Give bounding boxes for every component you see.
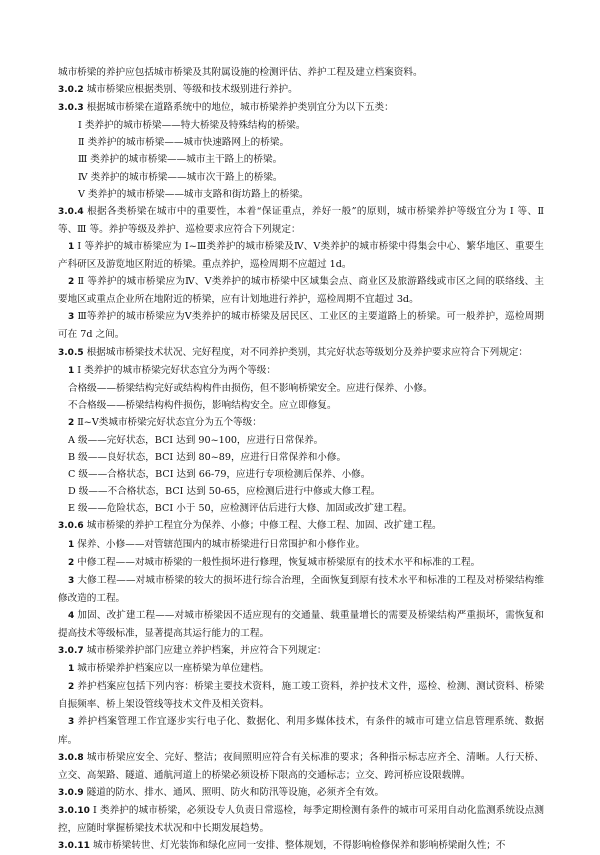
paragraph	[58, 660, 544, 678]
paragraph-text: 根据城市桥梁在道路系统中的地位，城市桥梁养护类别宜分为以下五类：	[86, 102, 394, 114]
item-number: 3	[68, 312, 75, 323]
clause-3-0-8	[58, 749, 544, 784]
paragraph	[58, 397, 544, 414]
clause-number: 3.0.10	[58, 805, 90, 816]
paragraph-text: 养护档案应包括下列内容：桥梁主要技术资料，施工竣工资料，养护技术文件，巡检、检测、测试资料、桥梁自振频率、桥上架设管线等技术文件及相关资料。	[58, 681, 544, 711]
paragraph-text: 城市桥梁转世、灯光装饰和绿化应同一安排、整体规划，不得影响检修保养和影响桥梁耐久性；不	[92, 840, 506, 852]
paragraph-text: Ⅱ~Ⅴ类城市桥梁完好状态宜分为五个等级：	[77, 416, 262, 428]
paragraph-text: 保养、小修——对管辖范围内的城市桥梁进行日常围护和小修作业。	[77, 538, 366, 550]
paragraph	[58, 186, 544, 203]
clause-3-0-2	[58, 81, 544, 99]
paragraph	[58, 238, 544, 273]
clause-number: 3.0.2	[58, 85, 84, 96]
clause-number: 3.0.6	[58, 521, 84, 532]
paragraph	[58, 414, 544, 432]
paragraph	[58, 273, 544, 308]
clause-3-0-11	[58, 837, 544, 855]
paragraph-text: E 级——危险状态，BCI 小于 50，应检测评估后进行大修、加固或改扩建工程。	[68, 503, 413, 515]
paragraph-text: Ⅲ 类养护的城市桥梁——城市主干路上的桥梁。	[78, 154, 283, 166]
paragraph	[58, 151, 544, 168]
paragraph	[58, 64, 544, 81]
paragraph-text: 中修工程——对城市桥梁的一般性损坏进行修理，恢复城市桥梁原有的技术水平和标准的工程。	[77, 556, 481, 568]
paragraph	[58, 678, 544, 713]
paragraph-text: A 级——完好状态，BCI 达到 90~100，应进行日常保养。	[68, 434, 324, 446]
clause-number: 3.0.9	[58, 787, 84, 798]
paragraph-text: Ⅴ 类养护的城市桥梁——城市支路和街坊路上的桥梁。	[78, 188, 309, 200]
item-number: 1	[68, 241, 75, 252]
paragraph-text: 加固、改扩建工程——对城市桥梁因不适应现有的交通量、载重量增长的需要及桥梁结构严重损坏，需恢复和提高技术等级标准，显著提高其运行能力的工程。	[58, 609, 544, 639]
paragraph-text: Ⅰ 类养护的城市桥梁——特大桥梁及特殊结构的桥梁。	[78, 120, 306, 132]
paragraph	[58, 134, 544, 151]
paragraph-text: 合格级——桥梁结构完好或结构构件由损伤，但不影响桥梁安全。应进行保养、小修。	[68, 382, 433, 394]
paragraph	[58, 554, 544, 572]
clause-3-0-6	[58, 517, 544, 535]
paragraph	[58, 380, 544, 397]
paragraph-text: 城市桥梁的养护工程宜分为保养、小修；中修工程、大修工程、加固、改扩建工程。	[86, 520, 442, 532]
paragraph-text: 不合格级——桥梁结构构件损伤，影响结构安全。应立即修复。	[68, 399, 337, 411]
paragraph	[58, 607, 544, 642]
paragraph-text: Ⅰ 类养护的城市桥梁完好状态宜分为两个等级：	[77, 364, 276, 376]
clause-3-0-10	[58, 802, 544, 837]
paragraph	[58, 713, 544, 748]
clause-number: 3.0.11	[58, 841, 90, 852]
paragraph	[58, 500, 544, 517]
paragraph-text: Ⅳ 类养护的城市桥梁——城市次干路上的桥梁。	[78, 171, 283, 183]
paragraph-text: Ⅰ 类养护的城市桥梁，必须设专人负责日常巡检，每季定期检测有条件的城市可采用自动化监测系统设点测控，应随时掌握桥梁技术状况和中长期发展趋势。	[58, 804, 544, 835]
item-number: 1	[68, 664, 75, 675]
clause-3-0-9	[58, 784, 544, 802]
paragraph-text: 隧道的防水、排水、通风、照明、防火和防汛等设施，必须齐全有效。	[86, 786, 385, 798]
item-number: 3	[68, 717, 75, 728]
paragraph-text: Ⅰ 等养护的城市桥梁应为 Ⅰ~Ⅲ类养护的城市桥梁及Ⅳ、Ⅴ类养护的城市桥梁中得集会中心、繁华地区、重要生产科研区及游览地区附近的桥梁。重点养护，巡检周期不应超过 1d。	[58, 240, 544, 271]
item-number: 3	[68, 575, 75, 586]
paragraph-text: 根据各类桥梁在城市中的重要性，本着“保证重点，养好一般”的原则，城市桥梁养护等级宜分为 Ⅰ 等、Ⅱ 等、Ⅲ 等。养护等级及养护、巡检要求应符合下列规定：	[58, 205, 544, 235]
paragraph-text: 城市桥梁养护部门应建立养护档案，并应符合下列规定：	[86, 645, 327, 657]
paragraph-text: Ⅱ 等养护的城市桥梁应为Ⅳ、Ⅴ类养护的城市桥梁中区域集会点、商业区及旅游路线或市区之间的联络线、主要地区或重点企业所在地附近的桥梁，应有计划地进行养护，巡检周期不宜超过 3d。	[58, 276, 544, 306]
clause-3-0-5	[58, 344, 544, 362]
paragraph	[58, 117, 544, 134]
item-number: 2	[68, 417, 75, 428]
clause-number: 3.0.8	[58, 752, 84, 763]
clause-3-0-7	[58, 642, 544, 660]
paragraph	[58, 466, 544, 483]
paragraph	[58, 483, 544, 500]
clause-number: 3.0.4	[58, 206, 84, 217]
paragraph-text: Ⅱ 类养护的城市桥梁——城市快速路网上的桥梁。	[78, 137, 290, 149]
paragraph-text: 城市桥梁应根据类别、等级和技术级别进行养护。	[86, 84, 298, 96]
item-number: 1	[68, 365, 75, 376]
clause-3-0-4	[58, 203, 544, 238]
paragraph	[58, 536, 544, 554]
paragraph	[58, 308, 544, 343]
item-number: 2	[68, 682, 75, 693]
paragraph-text: 城市桥梁养护档案应以一座桥梁为单位建档。	[77, 663, 270, 675]
paragraph	[58, 432, 544, 449]
clause-number: 3.0.7	[58, 646, 84, 657]
paragraph-text: 根据城市桥梁技术状况、完好程度，对不同养护类别，其完好状态等级划分及养护要求应符合下列规定：	[86, 346, 528, 358]
item-number: 1	[68, 539, 75, 550]
clause-number: 3.0.3	[58, 103, 84, 114]
item-number: 2	[68, 277, 75, 288]
paragraph	[58, 572, 544, 607]
item-number: 4	[68, 610, 75, 621]
paragraph	[58, 169, 544, 186]
paragraph-text: 城市桥梁的养护应包括城市桥梁及其附属设施的检测评估、养护工程及建立档案资料。	[58, 67, 423, 78]
paragraph-text: 大修工程——对城市桥梁的较大的损坏进行综合治理，全面恢复到原有技术水平和标准的工程及对桥梁结构维修改造的工程。	[58, 574, 544, 604]
document-body	[58, 64, 544, 855]
paragraph-text: 养护档案管理工作宜逐步实行电子化、数据化、利用多媒体技术，有条件的城市可建立信息管理系统、数据库。	[58, 716, 544, 746]
paragraph	[58, 362, 544, 380]
paragraph-text: B 级——良好状态，BCI 达到 80~89，应进行日常保养和小修。	[68, 452, 347, 464]
paragraph-text: D 级——不合格状态，BCI 达到 50-65，应检测后进行中修或大修工程。	[68, 486, 381, 498]
item-number: 2	[68, 557, 75, 568]
paragraph-text: 城市桥梁应安全、完好、整洁；夜间照明应符合有关标准的要求；各种指示标志应齐全、清晰。人行天桥、立交、高架路、隧道、通航河道上的桥梁必须设桥下限高的交通标志；立交、跨河桥应设限载牌。	[58, 751, 544, 781]
paragraph	[58, 449, 544, 466]
paragraph-text: C 级——合格状态，BCI 达到 66-79，应进行专项检测后保养、小修。	[68, 469, 371, 481]
clause-3-0-3	[58, 99, 544, 117]
paragraph-text: Ⅲ等养护的城市桥梁应为Ⅴ类养护的城市桥梁及居民区、工业区的主要道路上的桥梁。可一般养护，巡检周期可在 7d 之间。	[58, 311, 544, 341]
clause-number: 3.0.5	[58, 347, 84, 358]
